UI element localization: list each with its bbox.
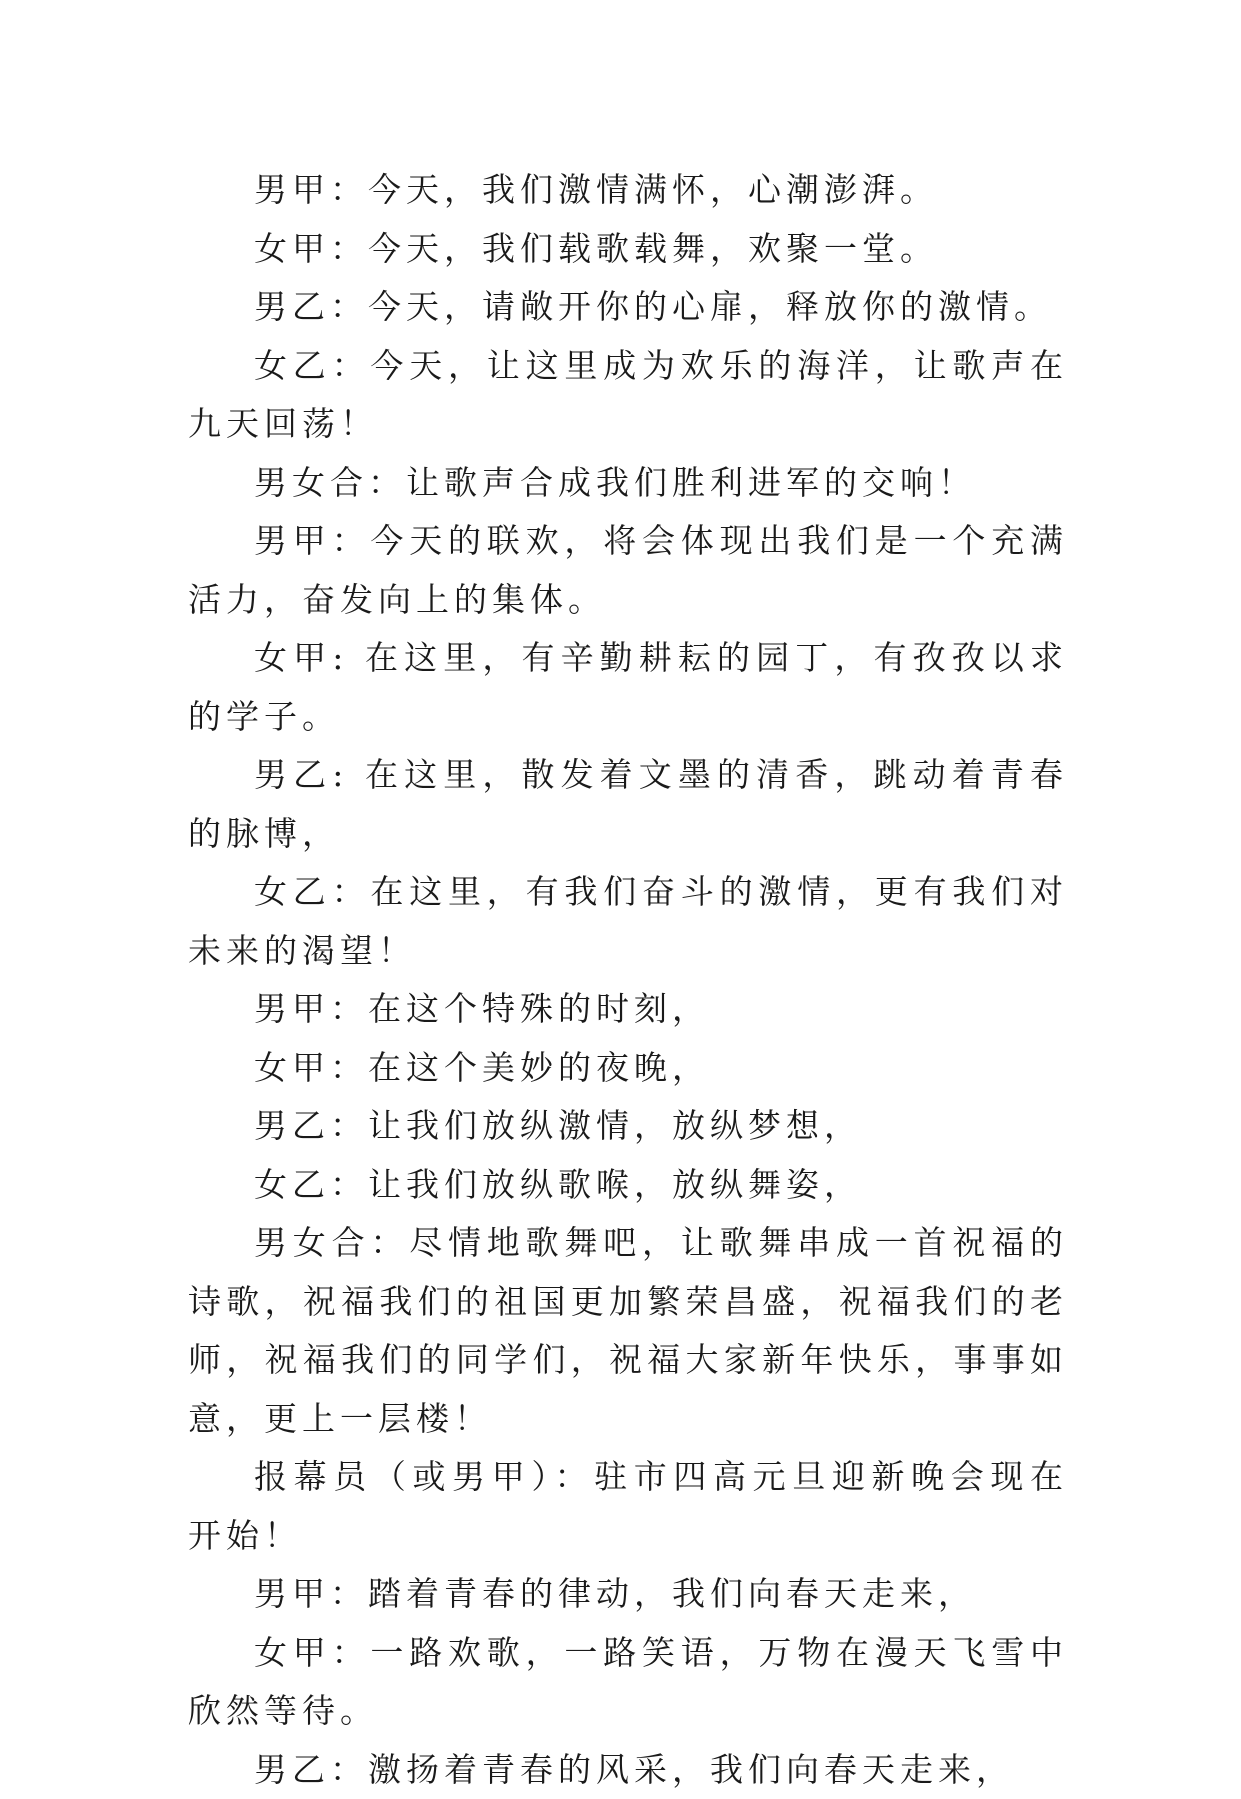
script-line: 男甲：踏着青春的律动，我们向春天走来， (188, 1565, 1068, 1624)
document-page (188, 161, 1068, 1799)
script-line: 男乙：让我们放纵激情，放纵梦想， (188, 1097, 1068, 1156)
script-line: 女甲：今天，我们载歌载舞，欢聚一堂。 (188, 220, 1068, 279)
script-line: 男甲：今天，我们激情满怀，心潮澎湃。 (188, 161, 1068, 220)
script-line: 女乙：在这里，有我们奋斗的激情，更有我们对未来的渴望！ (188, 863, 1068, 980)
script-line: 男女合：让歌声合成我们胜利进军的交响！ (188, 454, 1068, 513)
script-line: 女甲：在这个美妙的夜晚， (188, 1039, 1068, 1098)
script-line: 报幕员（或男甲）：驻市四高元旦迎新晚会现在开始！ (188, 1448, 1068, 1565)
script-line: 男甲：在这个特殊的时刻， (188, 980, 1068, 1039)
script-line: 男乙：今天，请敞开你的心扉，释放你的激情。 (188, 278, 1068, 337)
script-line: 男乙: 在这里，散发着文墨的清香，跳动着青春的脉博， (188, 746, 1068, 863)
script-line: 女甲: 在这里，有辛勤耕耘的园丁，有孜孜以求的学子。 (188, 629, 1068, 746)
script-line: 女乙：让我们放纵歌喉，放纵舞姿， (188, 1156, 1068, 1215)
script-line: 男乙：激扬着青春的风采，我们向春天走来， (188, 1741, 1068, 1799)
script-line: 女乙：今天，让这里成为欢乐的海洋，让歌声在九天回荡！ (188, 337, 1068, 454)
script-line: 男甲：今天的联欢，将会体现出我们是一个充满活力，奋发向上的集体。 (188, 512, 1068, 629)
script-line: 男女合：尽情地歌舞吧，让歌舞串成一首祝福的诗歌，祝福我们的祖国更加繁荣昌盛，祝福我们的老师，祝福我们的同学们，祝福大家新年快乐，事事如意，更上一层楼！ (188, 1214, 1068, 1448)
script-line: 女甲：一路欢歌，一路笑语，万物在漫天飞雪中欣然等待。 (188, 1624, 1068, 1741)
